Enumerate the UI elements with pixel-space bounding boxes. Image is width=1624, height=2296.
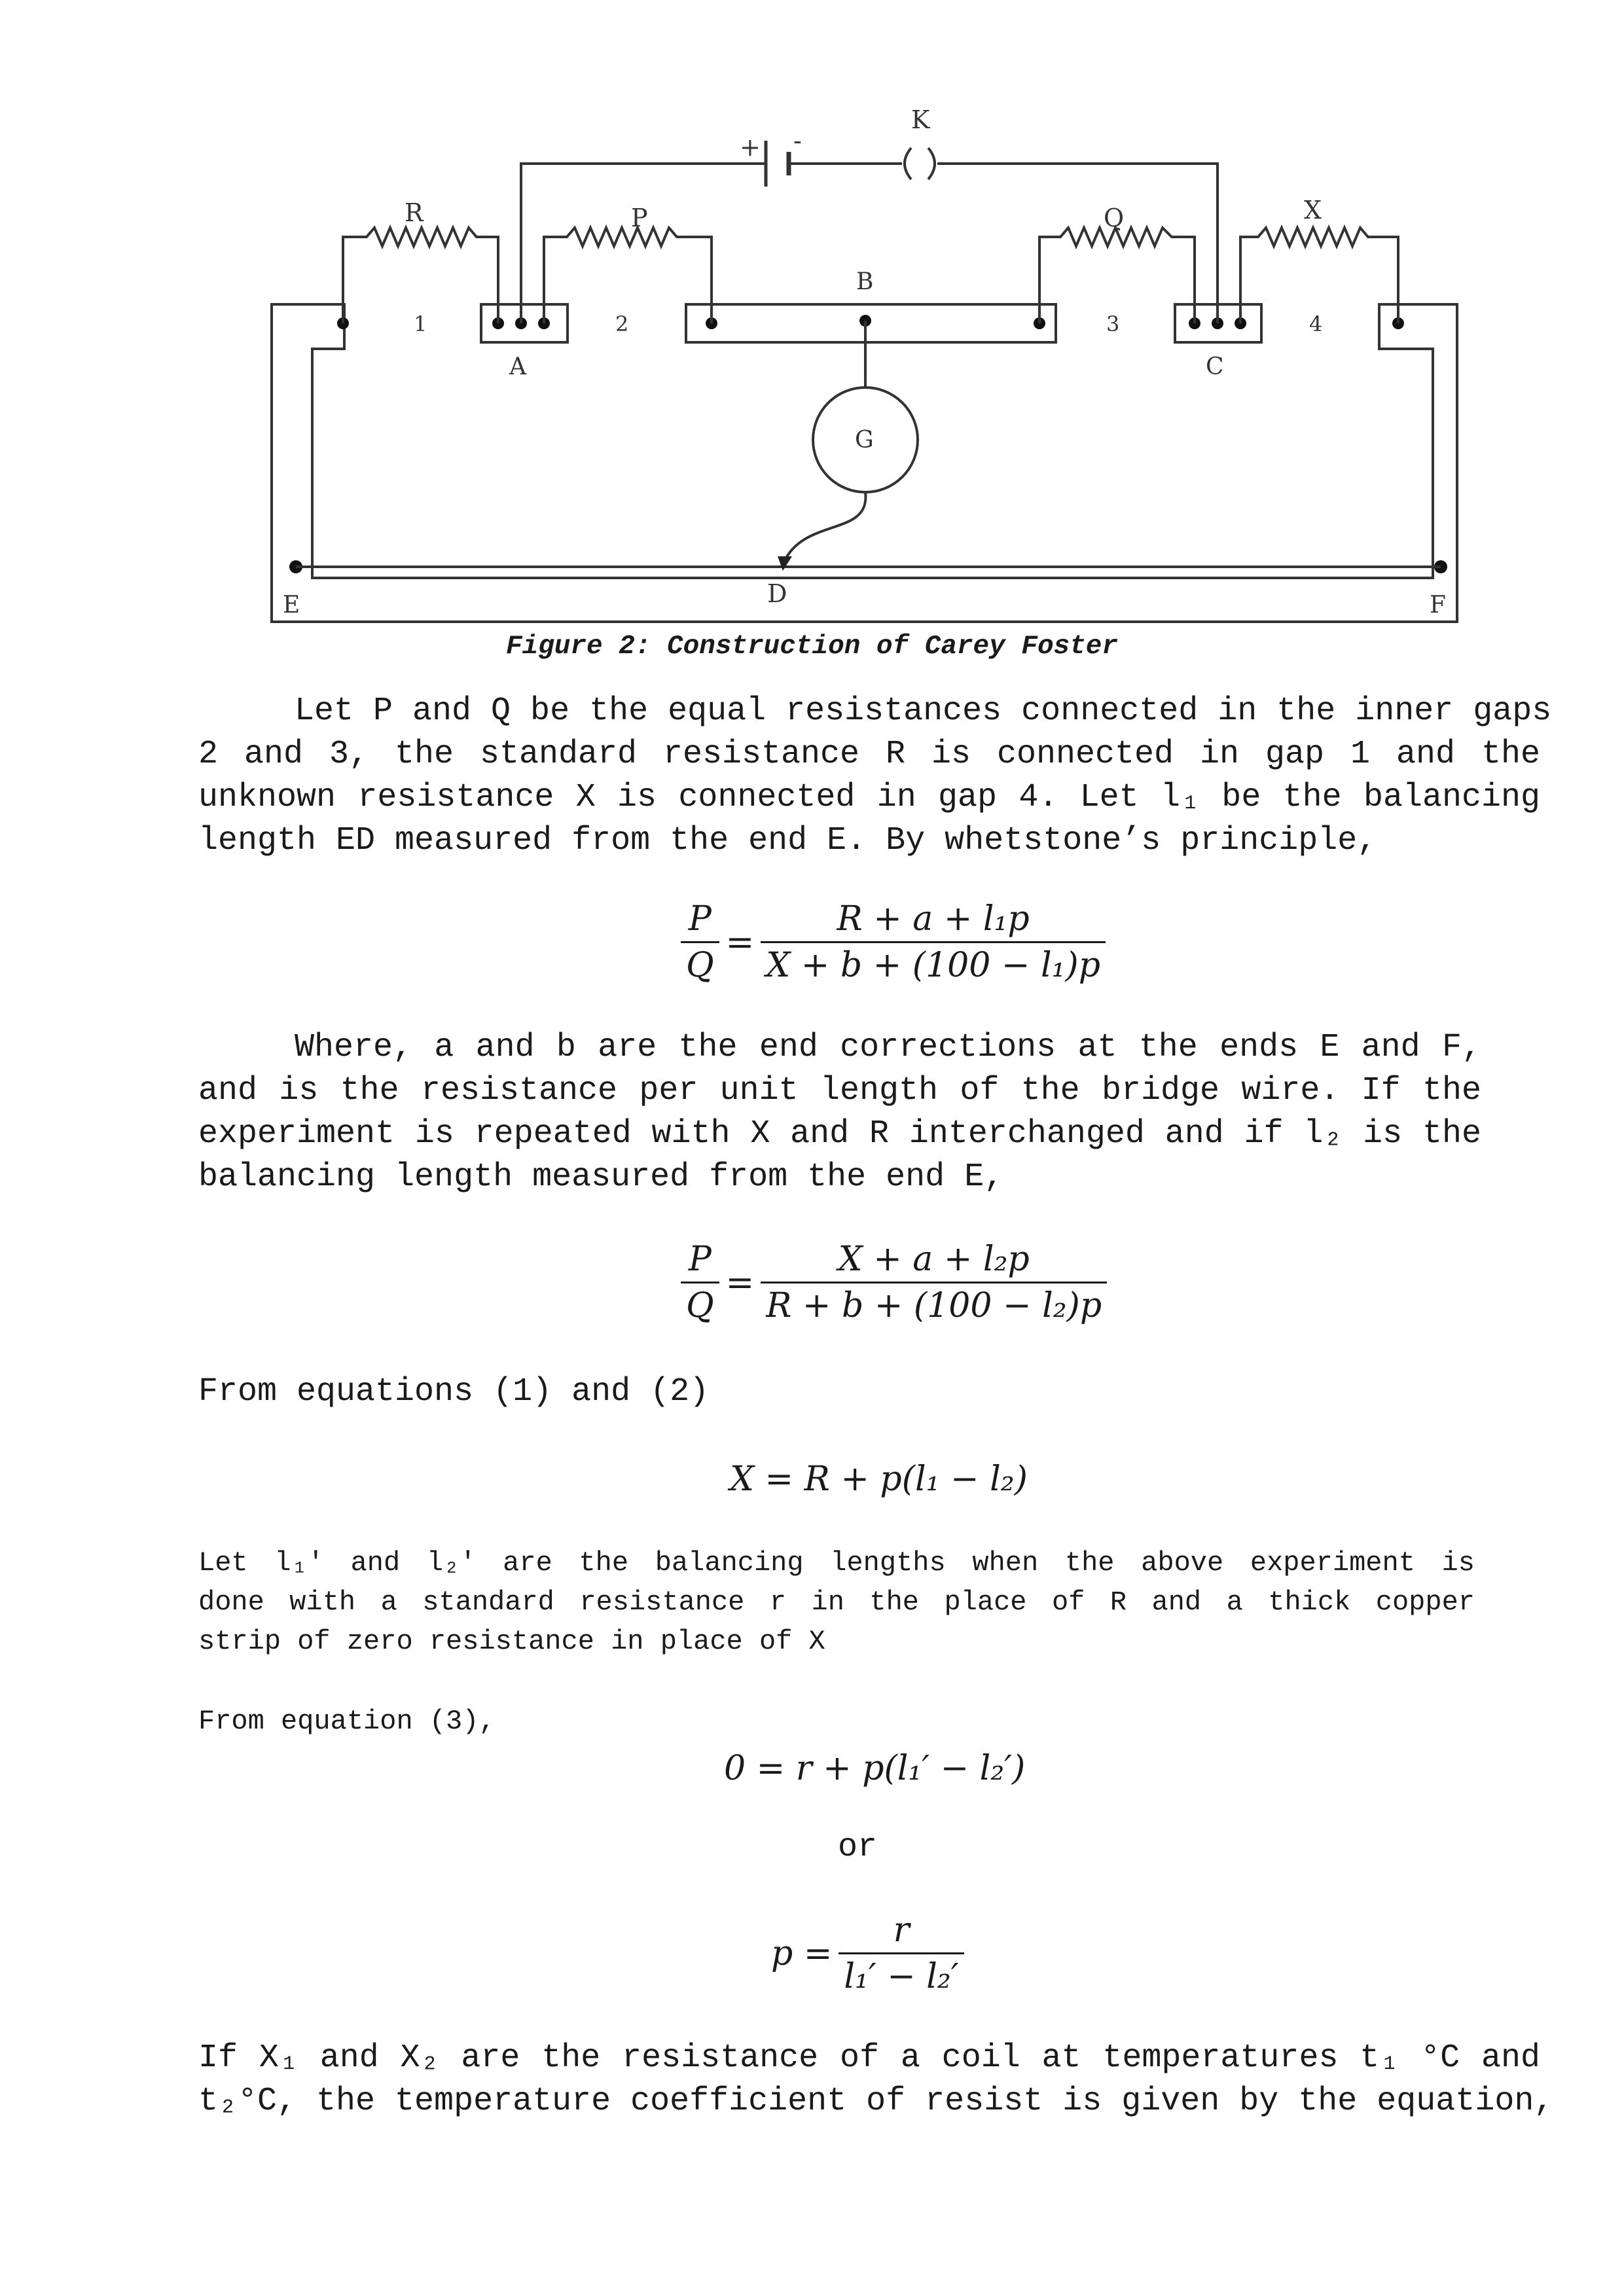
eq1-equals: = — [725, 922, 755, 962]
eq1-lhs-num: P — [681, 897, 719, 943]
carey-foster-circuit-diagram — [0, 0, 1624, 628]
label-a: A — [509, 353, 526, 380]
label-f: F — [1430, 592, 1446, 619]
para2-line2: and is the resistance per unit length of the bridge wire. If the — [198, 1072, 1481, 1109]
eq2-equals: = — [725, 1263, 755, 1302]
para2-line4: balancing length measured from the end E, — [198, 1158, 1004, 1196]
para2-line1: Where, a and b are the end corrections at the ends E and F, — [295, 1029, 1481, 1066]
para1-line4: length ED measured from the end E. By whetstone’s principle, — [198, 822, 1377, 859]
label-g: G — [855, 427, 874, 454]
eq2-lhs-num: P — [681, 1237, 719, 1283]
eq5-lhs: p = — [771, 1933, 833, 1973]
jockey-lead — [784, 492, 865, 562]
label-d: D — [767, 579, 787, 608]
eq1-rhs-num: R + a + l₁p — [761, 897, 1106, 943]
key-symbol — [905, 148, 935, 179]
eq1-rhs-den: X + b + (100 − l₁)p — [766, 946, 1101, 985]
para4-line1: Let l₁' and l₂' are the balancing lengths when the above experiment is — [198, 1547, 1475, 1579]
label-x: X — [1304, 196, 1322, 224]
eq5-den: l₁′ − l₂′ — [844, 1957, 959, 1996]
label-gap3: 3 — [1106, 312, 1120, 336]
jockey-arrow — [778, 556, 792, 571]
para1-line3: unknown resistance X is connected in gap 4. Let l₁ be the balancing — [198, 779, 1540, 816]
paragraph-end-corrections — [198, 1026, 1481, 1199]
eq5-num: r — [839, 1908, 964, 1954]
equation-4: 0 = r + p(l₁′ − l₂′) — [724, 1749, 1026, 1788]
eq2-lhs-den: Q — [686, 1286, 714, 1325]
para4-line2: done with a standard resistance r in the place of R and a thick copper — [198, 1587, 1475, 1618]
equation-2 — [681, 1237, 1107, 1328]
para3-line: From equations (1) and (2) — [198, 1373, 710, 1410]
label-r: R — [405, 198, 424, 227]
label-k: K — [911, 105, 930, 134]
label-plus: + — [740, 133, 761, 162]
label-p: P — [631, 204, 648, 232]
or-text: or — [838, 1829, 878, 1866]
label-minus: - — [793, 126, 802, 155]
paragraph-temperature-coefficient — [198, 2037, 1554, 2123]
equation-3: X = R + p(l₁ − l₂) — [730, 1460, 1028, 1499]
resistor-x — [1240, 228, 1398, 323]
label-gap4: 4 — [1309, 312, 1323, 336]
label-c: C — [1206, 353, 1224, 380]
label-gap2: 2 — [615, 312, 629, 336]
label-e: E — [283, 592, 300, 619]
label-gap1: 1 — [414, 312, 427, 336]
equation-1 — [681, 897, 1106, 988]
paragraph-copper-strip — [198, 1543, 1475, 1661]
paragraph-intro — [198, 690, 1552, 863]
para5-line: From equation (3), — [198, 1706, 496, 1737]
resistor-r — [343, 228, 498, 323]
para6-line2: t₂°C, the temperature coefficient of resist is given by the equation, — [198, 2083, 1554, 2120]
para1-line1: Let P and Q be the equal resistances connected in the inner gaps — [295, 692, 1552, 730]
eq2-rhs-den: R + b + (100 − l₂)p — [766, 1286, 1102, 1325]
eq1-lhs-den: Q — [686, 946, 714, 985]
eq2-rhs-num: X + a + l₂p — [761, 1237, 1107, 1283]
battery-circuit — [521, 164, 1218, 323]
para4-line3: strip of zero resistance in place of X — [198, 1626, 825, 1657]
paragraph-from-equations — [198, 1371, 1540, 1414]
para2-line3: experiment is repeated with X and R interchanged and if l₂ is the — [198, 1115, 1481, 1153]
label-q: Q — [1104, 204, 1125, 232]
para1-line2: 2 and 3, the standard resistance R is connected in gap 1 and the — [198, 736, 1540, 773]
para6-line1: If X₁ and X₂ are the resistance of a coil at temperatures t₁ °C and — [198, 2039, 1540, 2077]
equation-5 — [771, 1908, 964, 1999]
strip-b — [686, 304, 1056, 342]
paragraph-from-equation-3 — [198, 1702, 1540, 1741]
resistor-q — [1039, 228, 1195, 323]
figure-caption: Figure 2: Construction of Carey Foster — [506, 632, 1118, 662]
label-b: B — [856, 268, 874, 295]
